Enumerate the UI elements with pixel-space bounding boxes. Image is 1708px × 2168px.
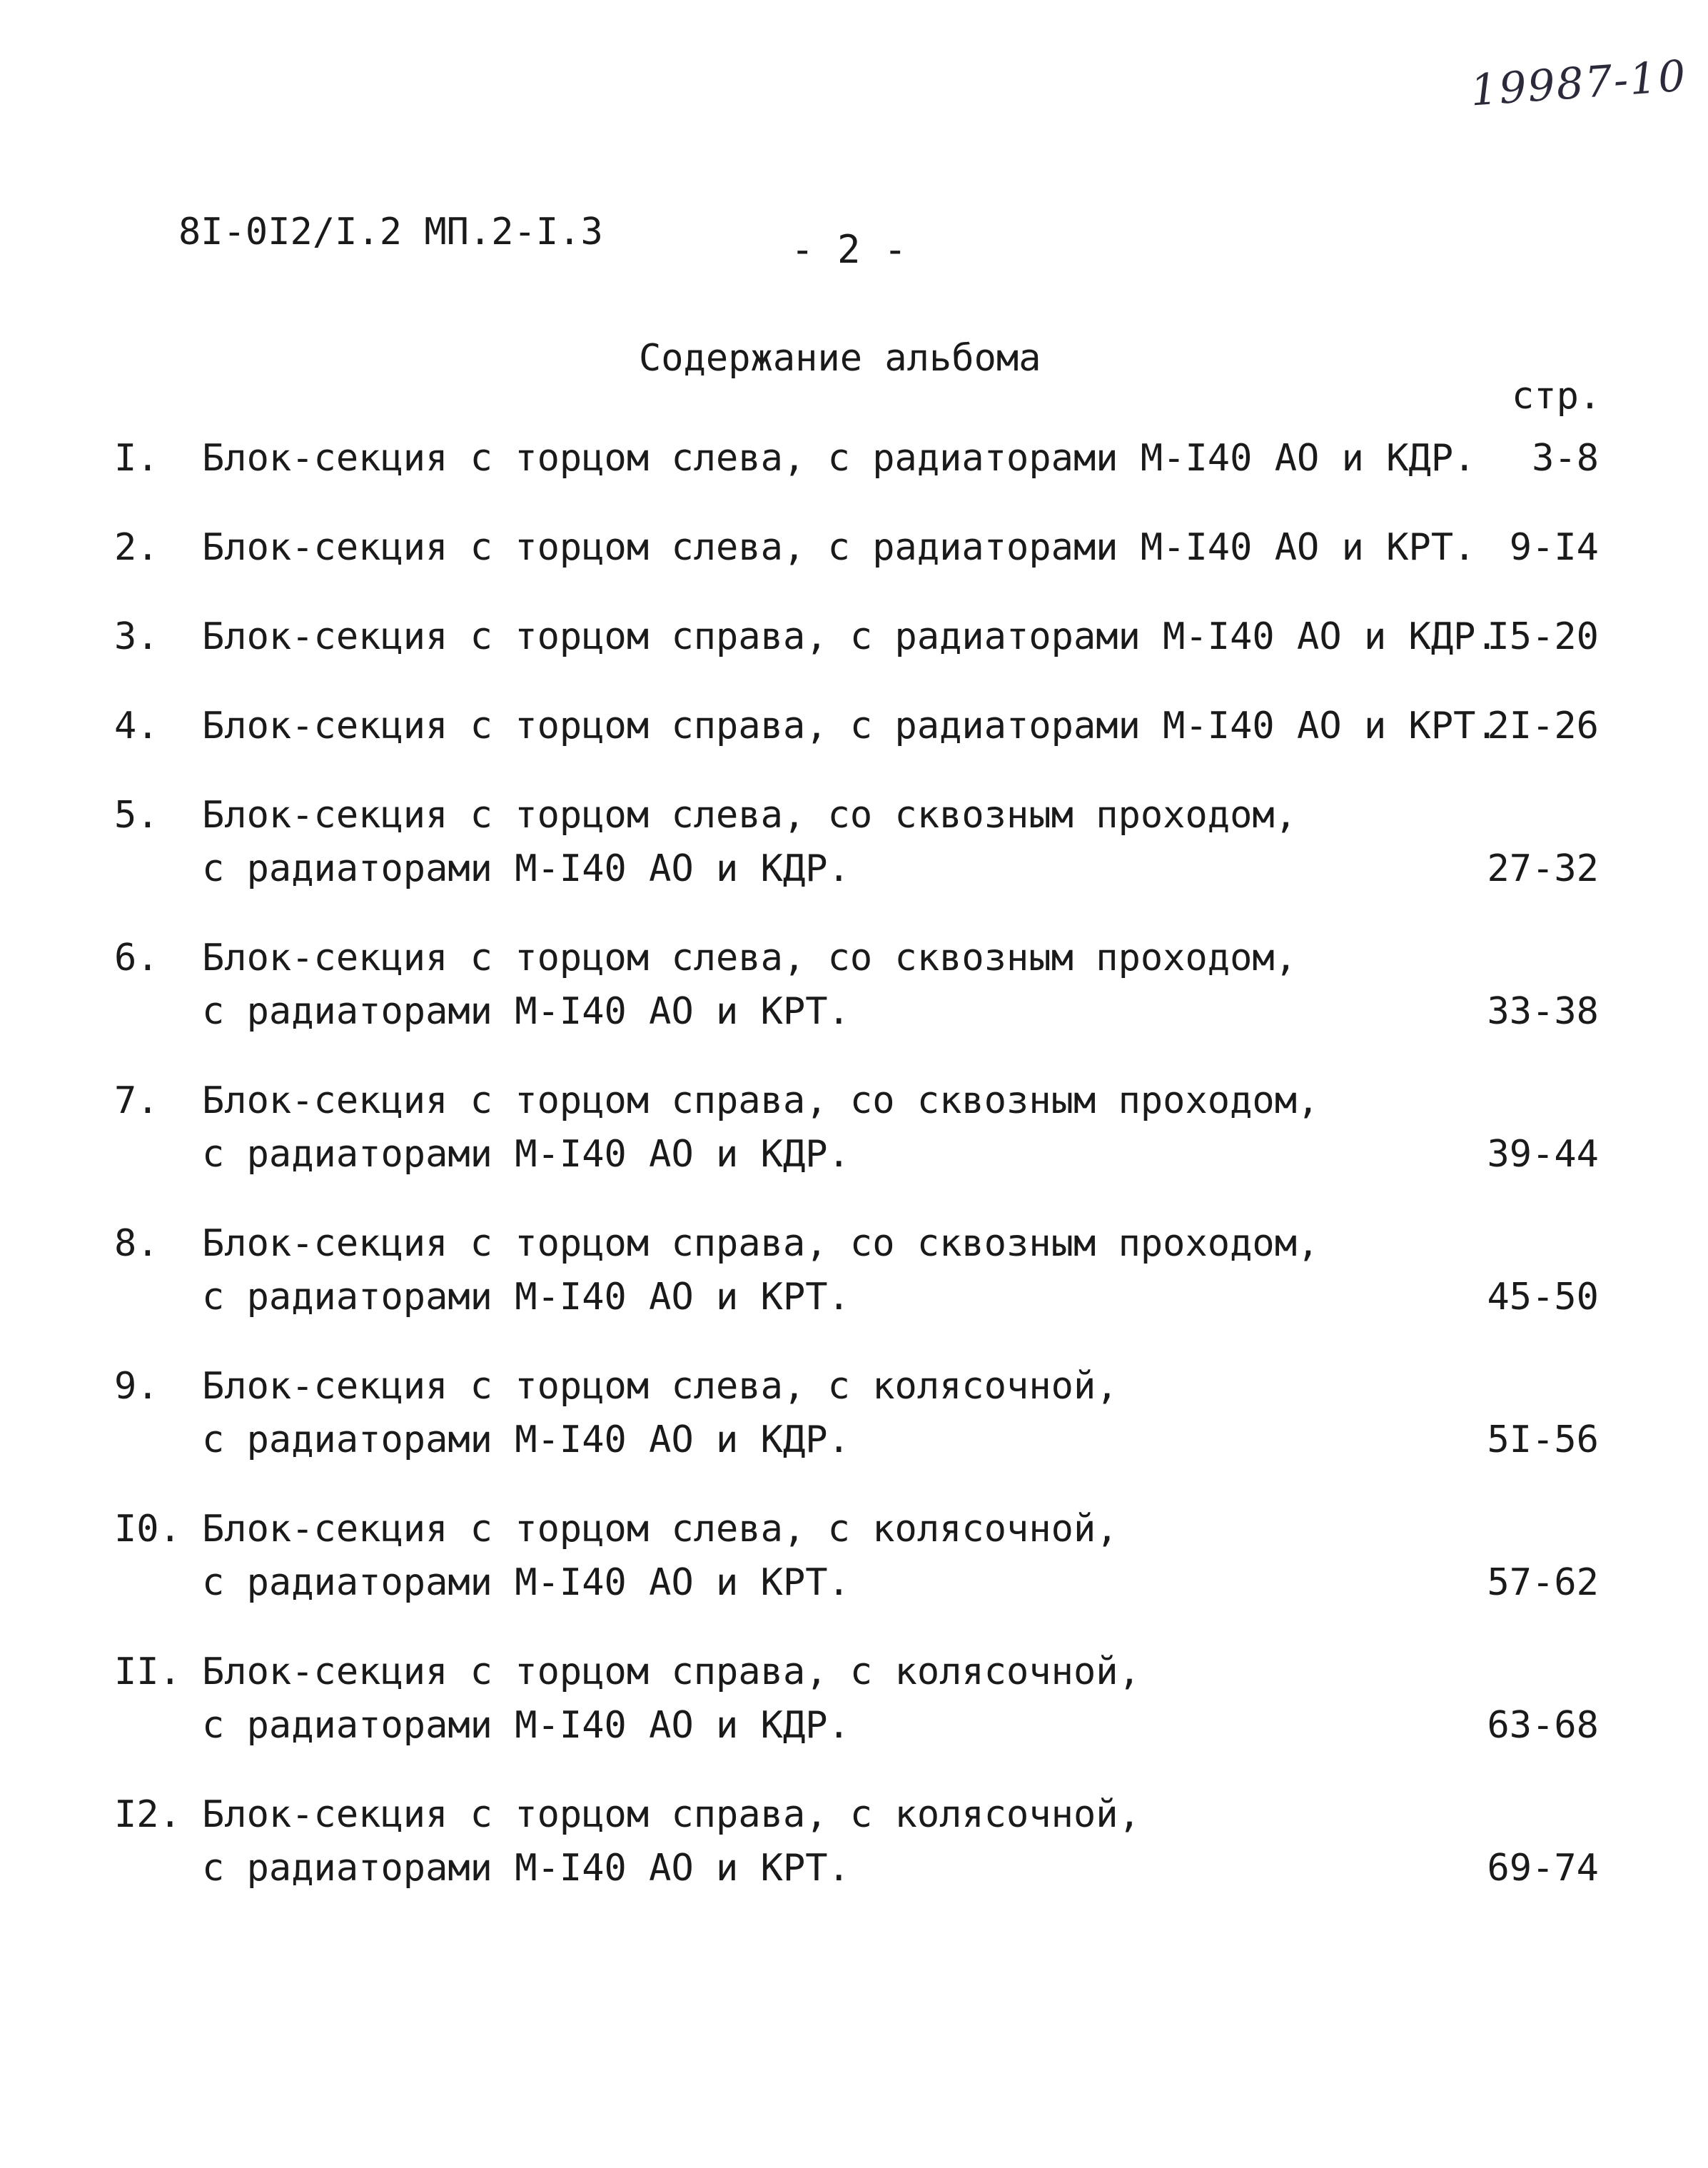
- toc-entry-title-line: с радиаторами М-I40 АО и КДР.: [202, 847, 850, 890]
- toc-entry-pages: 39-44: [1487, 1133, 1599, 1176]
- toc-entry-pages: 5I-56: [1487, 1418, 1599, 1461]
- toc-entry-title: [202, 1360, 1118, 1467]
- toc-entry-title: [202, 610, 1498, 664]
- toc-entry-title-line: Блок-секция с торцом справа, с радиаторами М-I40 АО и КРТ.: [202, 705, 1498, 747]
- toc-entry-number: I.: [114, 437, 159, 480]
- toc-entry-pages: 45-50: [1487, 1276, 1599, 1319]
- toc-entry-title-line: Блок-секция с торцом слева, с колясочной,: [202, 1508, 1118, 1551]
- toc-entry-title-line: Блок-секция с торцом справа, с колясочной,: [202, 1650, 1141, 1693]
- toc-entry-number: 9.: [114, 1365, 159, 1408]
- toc-entry-pages: 57-62: [1487, 1561, 1599, 1604]
- toc-entry-pages: 69-74: [1487, 1847, 1599, 1890]
- toc-entry-title-line: с радиаторами М-I40 АО и КРТ.: [202, 1561, 850, 1604]
- toc-entry-pages: 63-68: [1487, 1704, 1599, 1747]
- toc-entry-pages: I5-20: [1487, 615, 1599, 658]
- toc-entry-title-line: Блок-секция с торцом справа, с колясочной,: [202, 1793, 1141, 1836]
- toc-entry-pages: 9-I4: [1509, 526, 1599, 569]
- toc-entry-title-line: Блок-секция с торцом слева, с радиаторами М-I40 АО и КРТ.: [202, 526, 1476, 569]
- toc-entry-title: [202, 1217, 1319, 1324]
- toc-entry-number: 7.: [114, 1079, 159, 1122]
- pages-column-header: стр.: [1512, 375, 1602, 418]
- toc-entry-title-line: с радиаторами М-I40 АО и КРТ.: [202, 1276, 850, 1319]
- toc-entry-number: 8.: [114, 1222, 159, 1265]
- toc-entry-title: [202, 1645, 1141, 1753]
- toc-entry-title: [202, 521, 1475, 575]
- toc-entry-title: [202, 700, 1498, 753]
- toc-entry-number: 2.: [114, 526, 159, 569]
- toc-entry-title-line: Блок-секция с торцом справа, со сквозным проходом,: [202, 1222, 1320, 1265]
- document-code: 8I-0I2/I.2 МП.2-I.3: [178, 211, 603, 253]
- toc-entry-number: I2.: [114, 1793, 181, 1836]
- toc-entry-number: 3.: [114, 615, 159, 658]
- toc-entry-pages: 33-38: [1487, 990, 1599, 1033]
- toc-entry-number: 4.: [114, 705, 159, 747]
- toc-entry-title-line: с радиаторами М-I40 АО и КДР.: [202, 1704, 850, 1747]
- toc-entry-title: [202, 432, 1475, 485]
- toc-entry-pages: 27-32: [1487, 847, 1599, 890]
- toc-entry-title-line: с радиаторами М-I40 АО и КРТ.: [202, 990, 850, 1033]
- toc-entry-number: I0.: [114, 1508, 181, 1551]
- toc-entry-title: [202, 789, 1297, 896]
- toc-entry-title-line: Блок-секция с торцом слева, с радиаторами М-I40 АО и КДР.: [202, 437, 1476, 480]
- handwritten-archive-number: 19987-10: [1468, 51, 1689, 116]
- toc-entry-title: [202, 1788, 1141, 1895]
- toc-entry-title: [202, 932, 1297, 1039]
- toc-entry-title-line: Блок-секция с торцом слева, со сквозным проходом,: [202, 794, 1298, 837]
- album-contents-title: Содержание альбома: [639, 337, 1041, 380]
- toc-entry-title-line: с радиаторами М-I40 АО и КДР.: [202, 1418, 850, 1461]
- page-number: - 2 -: [791, 227, 907, 272]
- toc-entry-title-line: с радиаторами М-I40 АО и КДР.: [202, 1133, 850, 1176]
- toc-entry-title-line: Блок-секция с торцом справа, с радиаторами М-I40 АО и КДР.: [202, 615, 1498, 658]
- toc-entry-title-line: Блок-секция с торцом слева, со сквозным проходом,: [202, 937, 1298, 979]
- toc-entry-title-line: Блок-секция с торцом слева, с колясочной,: [202, 1365, 1118, 1408]
- toc-entry-pages: 2I-26: [1487, 705, 1599, 747]
- toc-entry-number: II.: [114, 1650, 181, 1693]
- toc-entry-number: 5.: [114, 794, 159, 837]
- toc-entry-pages: 3-8: [1532, 437, 1599, 480]
- toc-entry-number: 6.: [114, 937, 159, 979]
- toc-entry-title-line: Блок-секция с торцом справа, со сквозным проходом,: [202, 1079, 1320, 1122]
- toc-entry-title-line: с радиаторами М-I40 АО и КРТ.: [202, 1847, 850, 1890]
- toc-entry-title: [202, 1074, 1319, 1181]
- toc-entry-title: [202, 1503, 1118, 1610]
